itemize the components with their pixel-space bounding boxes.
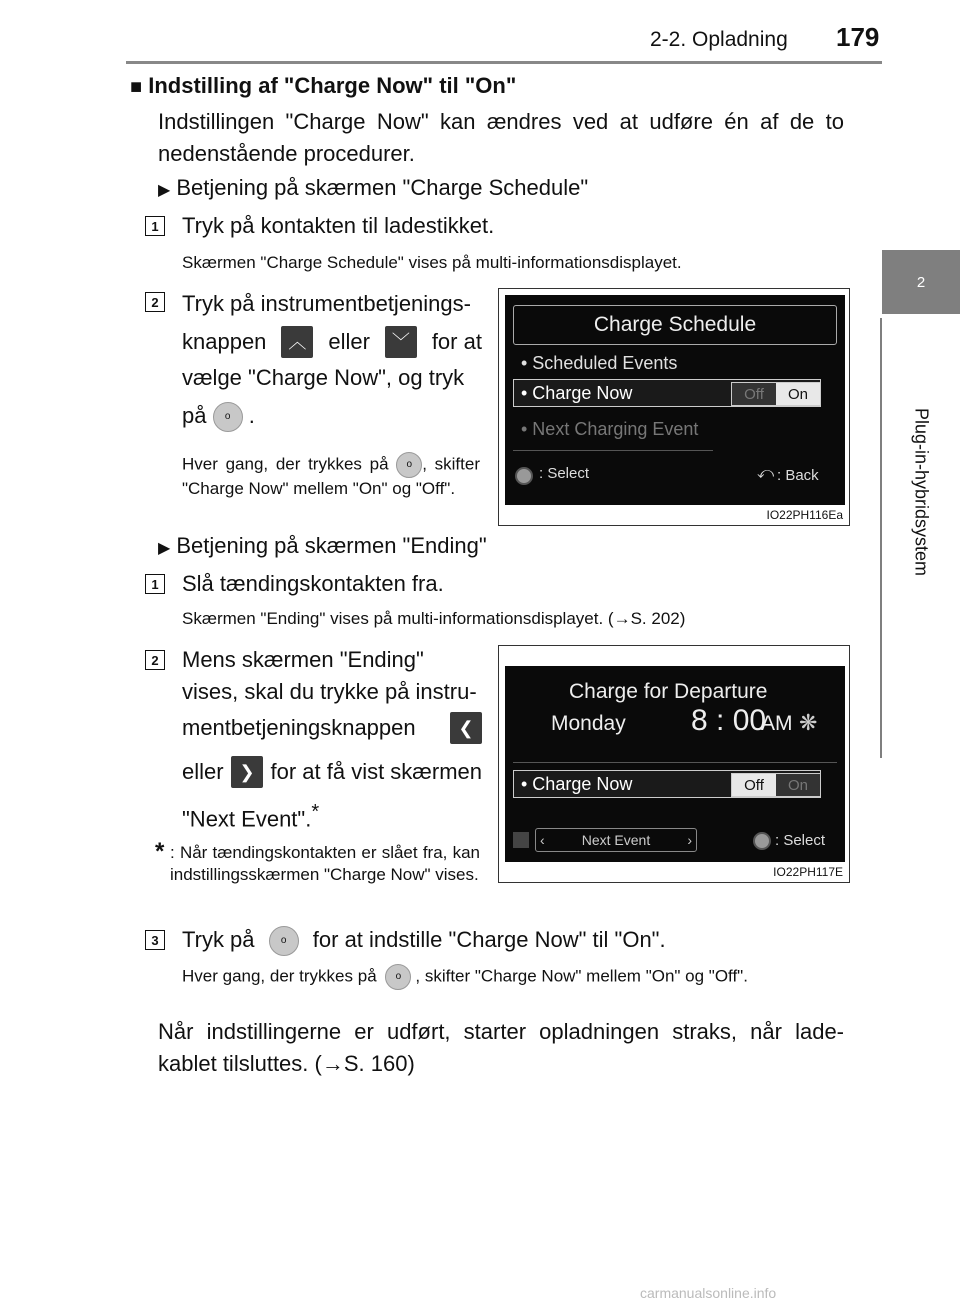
chapter-tab-title: Plug-in-hybridsystem	[911, 408, 932, 577]
chevron-right-icon: ›	[687, 832, 692, 848]
departure-ampm: AM	[761, 712, 793, 735]
screen-title: Charge for Departure	[569, 680, 768, 703]
footnote-text: : Når tændingskontakten er slået fra, kan indstillingsskærmen "Charge Now" vises.	[170, 843, 480, 884]
indicator-square	[513, 832, 529, 848]
step-number: 2	[145, 292, 165, 312]
display-screen	[505, 666, 845, 862]
step-text: "Next Event".*	[182, 801, 320, 832]
back-arrow-icon: ⤺	[757, 465, 775, 482]
chevron-down-icon: ﹀	[385, 326, 417, 358]
figure-charge-for-departure	[498, 645, 850, 883]
chevron-up-icon: ︿	[281, 326, 313, 358]
page-number: 179	[836, 22, 880, 52]
back-hint: : Back	[777, 467, 819, 484]
section-heading: ■ Indstilling af "Charge Now" til "On"	[130, 73, 517, 98]
watermark: carmanualsonline.info	[640, 1285, 777, 1301]
select-knob-icon	[753, 832, 771, 850]
closing-paragraph: Når indstillingerne er udført, starter opladningen straks, når lade-kablet tilsluttes. (→S. 160)	[158, 1019, 844, 1076]
figure-charge-schedule	[498, 288, 850, 526]
square-bullet-icon: ■	[130, 76, 143, 98]
enter-button-icon: o	[385, 964, 411, 990]
chapter-tab-number: 2	[882, 250, 960, 314]
step-text-line: knappen ︿ eller ﹀ for at	[182, 326, 482, 358]
toggle-off: Off	[732, 383, 776, 405]
triangle-bullet-icon: ▶	[158, 540, 171, 557]
procedure-b-title: ▶ Betjening på skærmen "Ending"	[158, 533, 487, 558]
menu-item-charge-now: • Charge Now	[521, 774, 633, 794]
chevron-left-icon: ❮	[450, 712, 482, 744]
toggle-on: On	[776, 383, 820, 405]
departure-day: Monday	[551, 712, 626, 735]
step-number: 3	[145, 930, 165, 950]
footnote-asterisk: *	[155, 838, 165, 865]
step-text-line: eller ❯ for at få vist skærmen	[182, 756, 482, 788]
step-text-line: på o .	[182, 400, 255, 432]
procedure-a-title: ▶ Betjening på skærmen "Charge Schedule"	[158, 175, 589, 200]
climate-fan-icon: ❋	[799, 710, 818, 735]
departure-time: 8 : 00	[691, 704, 767, 737]
enter-button-icon: o	[213, 402, 243, 432]
toggle-off: Off	[732, 774, 776, 796]
select-hint: : Select	[775, 832, 826, 849]
step-text: vises, skal du trykke på instru-	[182, 679, 477, 704]
figure-code: IO22PH116Ea	[766, 508, 843, 522]
step-note: Hver gang, der trykkes på o , skifter "Charge Now" mellem "On" og "Off".	[182, 964, 844, 990]
next-event-bar: ‹ Next Event ›	[535, 828, 697, 852]
screen-divider	[513, 762, 837, 763]
step-text: Mens skærmen "Ending"	[182, 647, 424, 672]
enter-button-icon: o	[396, 452, 422, 478]
triangle-bullet-icon: ▶	[158, 182, 171, 199]
step-number: 2	[145, 650, 165, 670]
running-header-section: 2-2. Opladning	[650, 28, 788, 51]
display-screen	[505, 295, 845, 505]
charge-now-toggle	[731, 382, 821, 406]
step-note: Skærmen "Charge Schedule" vises på multi-informationsdisplayet.	[182, 253, 682, 272]
select-knob-icon	[515, 467, 533, 485]
screen-divider	[513, 450, 713, 451]
step-text: Tryk på kontakten til ladestikket.	[182, 213, 495, 238]
header-rule	[126, 61, 882, 64]
step-number: 1	[145, 574, 165, 594]
menu-item-next-charging-event: • Next Charging Event	[521, 419, 699, 439]
step-note: Skærmen "Ending" vises på multi-informationsdisplayet. (→S. 202)	[182, 609, 686, 628]
figure-code: IO22PH117E	[773, 865, 843, 879]
intro-paragraph: Indstillingen "Charge Now" kan ændres ved at udføre én af de to nedenstående procedurer.	[158, 109, 844, 166]
menu-item-scheduled-events: • Scheduled Events	[521, 353, 678, 373]
screen-title: Charge Schedule	[513, 305, 837, 345]
enter-button-icon: o	[269, 926, 299, 956]
toggle-on: On	[776, 774, 820, 796]
menu-item-charge-now: • Charge Now	[521, 383, 633, 403]
step-text: Tryk på instrumentbetjenings-	[182, 291, 471, 316]
chevron-right-icon: ❯	[231, 756, 263, 788]
select-hint: : Select	[539, 465, 590, 482]
chevron-left-icon: ‹	[540, 832, 545, 848]
step-text: vælge "Charge Now", og tryk	[182, 365, 465, 390]
step-text-line: mentbetjeningsknappen ❮	[182, 712, 482, 744]
step-number: 1	[145, 216, 165, 236]
step-note: Hver gang, der trykkes på o , skifter "Charge Now" mellem "On" og "Off".	[182, 452, 480, 500]
step-text: Tryk på o for at indstille "Charge Now" til "On".	[182, 924, 666, 956]
charge-now-toggle	[731, 773, 821, 797]
step-text: Slå tændingskontakten fra.	[182, 571, 444, 596]
